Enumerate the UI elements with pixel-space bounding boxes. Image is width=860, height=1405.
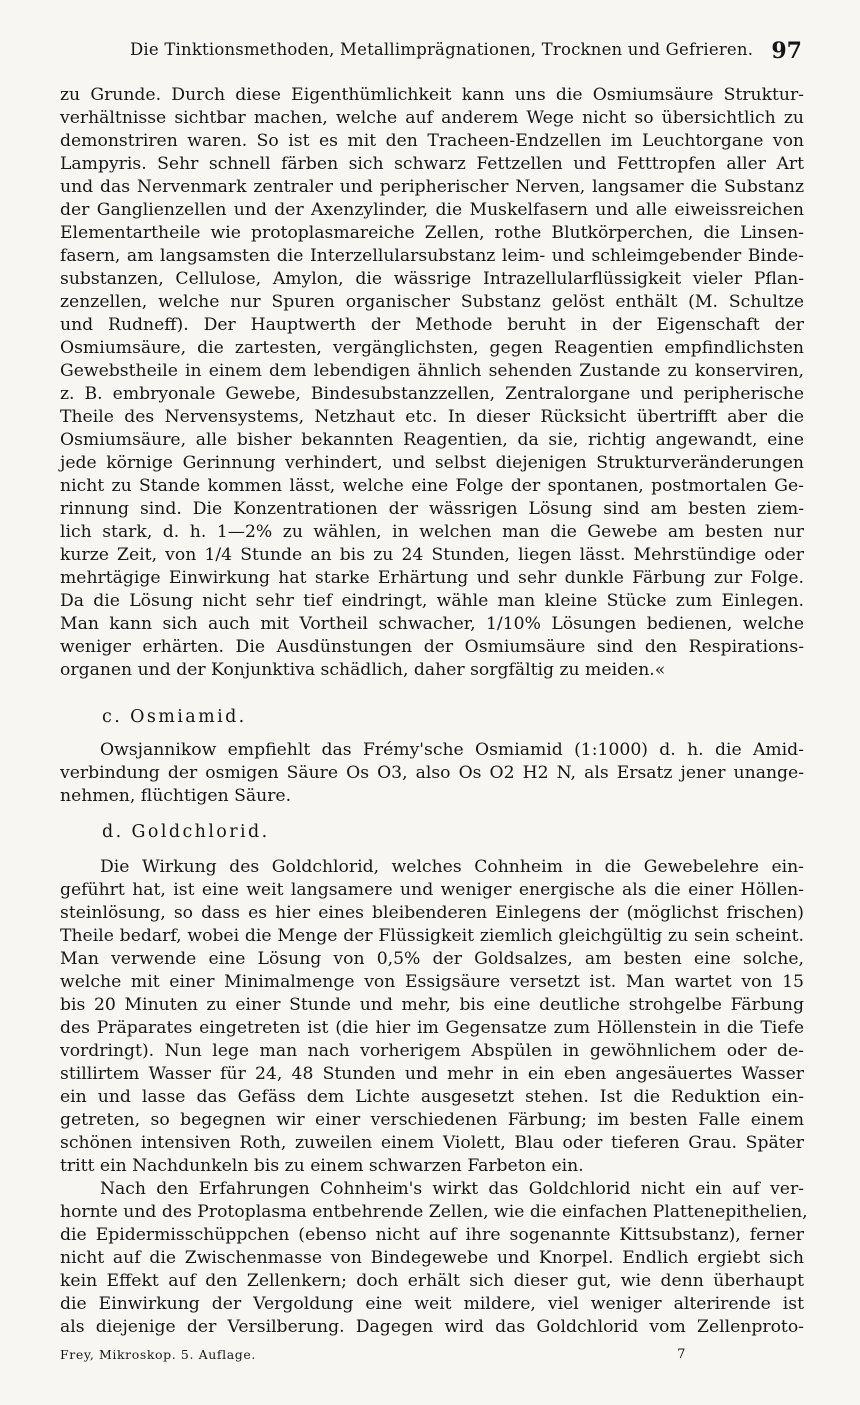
text-line: welche mit einer Minimalmenge von Essigsäure versetzt ist. Man wartet von 15 — [60, 972, 804, 992]
text-line: schönen intensiven Roth, zuweilen einem Violett, Blau oder tieferen Grau. Später — [60, 1133, 804, 1153]
text-line: Da die Lösung nicht sehr tief eindringt, wähle man kleine Stücke zum Einlegen. — [60, 591, 804, 611]
sheet-number: 7 — [677, 1347, 686, 1362]
text-line: zenzellen, welche nur Spuren organischer Substanz gelöst enthält (M. Schultze — [60, 292, 804, 312]
text-line: substanzen, Cellulose, Amylon, die wässrige Intrazellularflüssigkeit vieler Pflan- — [60, 269, 804, 289]
text-line: z. B. embryonale Gewebe, Bindesubstanzzellen, Zentralorgane und peripherische — [60, 384, 804, 404]
text-line: Die Wirkung des Goldchlorid, welches Cohnheim in die Gewebelehre ein- — [100, 857, 804, 877]
text-line: Theile bedarf, wobei die Menge der Flüssigkeit ziemlich gleichgültig zu sein scheint. — [60, 926, 804, 946]
page-footer — [60, 1347, 802, 1367]
text-line: demonstriren waren. So ist es mit den Tracheen-Endzellen im Leuchtorgane von — [60, 131, 804, 151]
text-line: rinnung sind. Die Konzentrationen der wässrigen Lösung sind am besten ziem- — [60, 499, 804, 519]
text-line: geführt hat, ist eine weit langsamere und weniger energische als die einer Höllen- — [60, 880, 804, 900]
text-line: organen und der Konjunktiva schädlich, daher sorgfältig zu meiden.« — [60, 660, 666, 680]
text-line: als diejenige der Versilberung. Dagegen wird das Goldchlorid vom Zellenproto- — [60, 1317, 804, 1337]
text-line: Lampyris. Sehr schnell färben sich schwarz Fettzellen und Fetttropfen aller Art — [60, 154, 804, 174]
text-line: und Rudneff). Der Hauptwerth der Methode beruht in der Eigenschaft der — [60, 315, 804, 335]
text-line: ein und lasse das Gefäss dem Lichte ausgesetzt stehen. Ist die Reduktion ein- — [60, 1087, 804, 1107]
text-line: verbindung der osmigen Säure Os O3, also Os O2 H2 N, als Ersatz jener unange- — [60, 763, 804, 783]
text-line: steinlösung, so dass es hier eines bleibenderen Einlegens der (möglichst frischen) — [60, 903, 804, 923]
text-line: zu Grunde. Durch diese Eigenthümlichkeit kann uns die Osmiumsäure Struktur- — [60, 85, 804, 105]
text-line: kurze Zeit, von 1/4 Stunde an bis zu 24 Stunden, liegen lässt. Mehrstündige oder — [60, 545, 804, 565]
text-line: Man kann sich auch mit Vortheil schwacher, 1/10% Lösungen bedienen, welche — [60, 614, 804, 634]
running-title: Die Tinktionsmethoden, Metallimprägnationen, Trocknen und Gefrieren. — [130, 40, 754, 59]
text-line: vordringt). Nun lege man nach vorherigem Abspülen in gewöhnlichem oder de- — [60, 1041, 804, 1061]
text-line: jede körnige Gerinnung verhindert, und selbst diejenigen Strukturveränderungen — [60, 453, 804, 473]
text-line: Gewebstheile in einem dem lebendigen ähnlich sehenden Zustande zu konserviren, — [60, 361, 804, 381]
paragraph-osmiamid — [60, 739, 804, 808]
text-line: bis 20 Minuten zu einer Stunde und mehr, bis eine deutliche strohgelbe Färbung — [60, 995, 804, 1015]
text-line: Osmiumsäure, die zartesten, vergänglichsten, gegen Reagentien empfindlichsten — [60, 338, 804, 358]
text-line: die Epidermisschüppchen (ebenso nicht auf ihre sogenannte Kittsubstanz), ferner — [60, 1225, 804, 1245]
section-heading-goldchlorid: d. Goldchlorid. — [102, 822, 270, 842]
text-line: nicht auf die Zwischenmasse von Bindegewebe und Knorpel. Endlich ergiebt sich — [60, 1248, 804, 1268]
text-line: hornte und des Protoplasma entbehrende Zellen, wie die einfachen Plattenepithelien, — [60, 1202, 808, 1222]
text-line: der Ganglienzellen und der Axenzylinder, die Muskelfasern und alle eiweissreichen — [60, 200, 804, 220]
text-line: verhältnisse sichtbar machen, welche auf anderem Wege nicht so übersichtlich zu — [60, 108, 804, 128]
text-line: Nach den Erfahrungen Cohnheim's wirkt das Goldchlorid nicht ein auf ver- — [100, 1179, 804, 1199]
text-line: Theile des Nervensystems, Netzhaut etc. In dieser Rücksicht übertrifft aber die — [60, 407, 804, 427]
text-line: Osmiumsäure, alle bisher bekannten Reagentien, da sie, richtig angewandt, eine — [60, 430, 804, 450]
text-line: nehmen, flüchtigen Säure. — [60, 786, 292, 806]
text-line: und das Nervenmark zentraler und peripherischer Nerven, langsamer die Substanz — [60, 177, 804, 197]
text-line: Owsjannikow empfiehlt das Frémy'sche Osmiamid (1:1000) d. h. die Amid- — [100, 740, 804, 760]
text-line: mehrtägige Einwirkung hat starke Erhärtung und sehr dunkle Färbung zur Folge. — [60, 568, 804, 588]
section-heading-osmiamid: c. Osmiamid. — [102, 707, 247, 727]
paragraph-osmium — [60, 84, 804, 682]
text-line: kein Effekt auf den Zellenkern; doch erhält sich dieser gut, wie denn überhaupt — [60, 1271, 804, 1291]
page-number: 97 — [771, 38, 802, 64]
text-line: Man verwende eine Lösung von 0,5% der Goldsalzes, am besten eine solche, — [60, 949, 804, 969]
text-line: Elementartheile wie protoplasmareiche Zellen, rothe Blutkörperchen, die Linsen- — [60, 223, 804, 243]
text-line: getreten, so begegnen wir einer verschiedenen Färbung; im besten Falle einem — [60, 1110, 804, 1130]
text-line: fasern, am langsamsten die Interzellularsubstanz leim- und schleimgebender Binde- — [60, 246, 804, 266]
paragraph-goldchlorid — [60, 856, 808, 1339]
running-head — [60, 36, 802, 64]
text-line: nicht zu Stande kommen lässt, welche eine Folge der spontanen, postmortalen Ge- — [60, 476, 804, 496]
text-line: stillirtem Wasser für 24, 48 Stunden und mehr in ein eben angesäuertes Wasser — [60, 1064, 804, 1084]
text-line: tritt ein Nachdunkeln bis zu einem schwarzen Farbeton ein. — [60, 1156, 584, 1176]
text-line: weniger erhärten. Die Ausdünstungen der Osmiumsäure sind den Respirations- — [60, 637, 804, 657]
sheet-signature: Frey, Mikroskop. 5. Auflage. — [60, 1347, 256, 1362]
text-line: lich stark, d. h. 1—2% zu wählen, in welchen man die Gewebe am besten nur — [60, 522, 804, 542]
text-line: des Präparates eingetreten ist (die hier im Gegensatze zum Höllenstein in die Tiefe — [60, 1018, 804, 1038]
text-line: die Einwirkung der Vergoldung eine weit mildere, viel weniger alterirende ist — [60, 1294, 804, 1314]
